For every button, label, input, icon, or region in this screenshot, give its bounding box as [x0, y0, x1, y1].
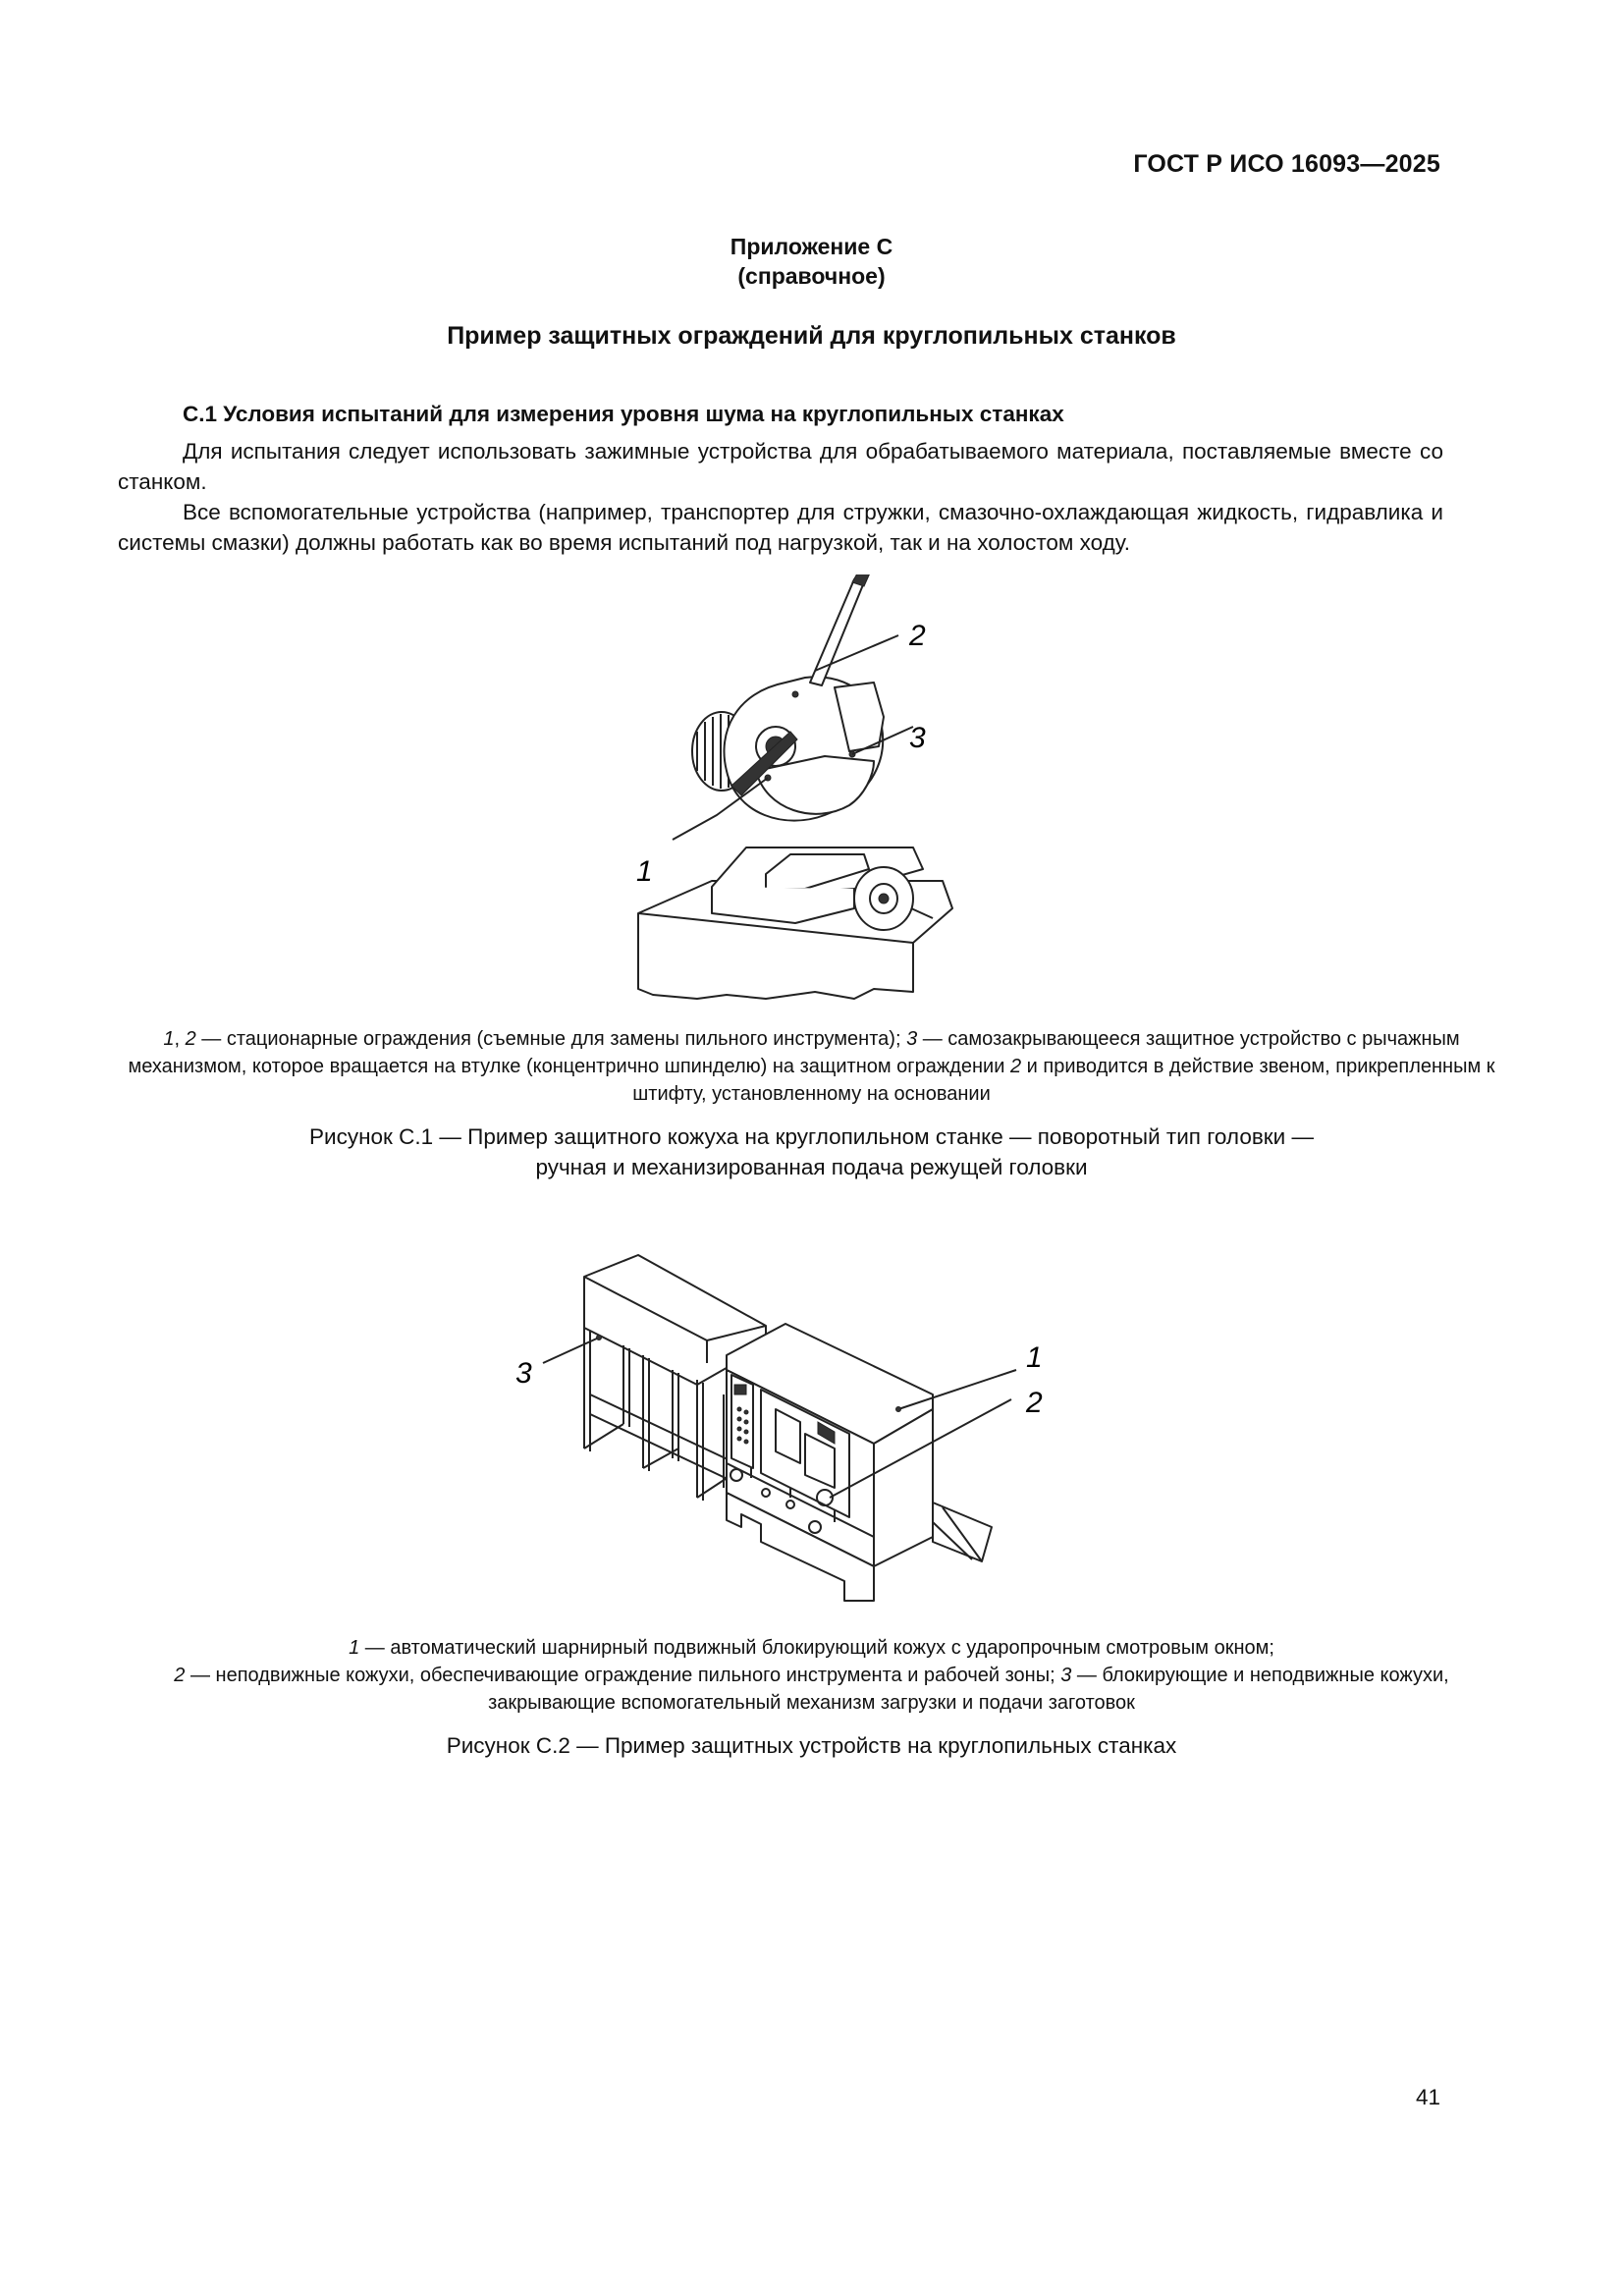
- fig1-label-2: 2: [909, 620, 926, 652]
- appendix-title: [0, 232, 1623, 291]
- section-title: Пример защитных ограждений для круглопильных станков: [447, 322, 1176, 350]
- legend-num: 1: [163, 1028, 175, 1050]
- figure-2-legend: [128, 1634, 1495, 1717]
- figure-2-title: Рисунок С.2 — Пример защитных устройств на круглопильных станках: [446, 1733, 1177, 1758]
- outfeed-chute: [933, 1503, 992, 1561]
- legend-text: — самозакрывающееся защитное устройство с рычажным механизмом, которое вращается на втулке (концентрично шпинделю) на защитном ограждении: [128, 1028, 1460, 1077]
- legend-num: 3: [1060, 1665, 1072, 1686]
- legend-num: 1: [349, 1637, 360, 1659]
- figure-1-title-line-2: ручная и механизированная подача режущей головки: [535, 1155, 1088, 1179]
- fig2-label-3: 3: [515, 1357, 532, 1390]
- figure-1-legend: [128, 1025, 1495, 1108]
- page-number: 41: [1415, 2085, 1440, 2109]
- fig2-label-1: 1: [1026, 1341, 1043, 1374]
- figure-2-drawing: [496, 1247, 1065, 1615]
- appendix-label: Приложение С: [730, 234, 893, 259]
- figure-1-drawing: [619, 574, 992, 1002]
- fig1-label-1: 1: [636, 855, 653, 888]
- paragraph-1: Для испытания следует использовать зажимные устройства для обрабатываемого материала, поставляемые вместе со станком.: [118, 439, 1443, 494]
- legend-num: 2: [185, 1028, 196, 1050]
- legend-text: — автоматический шарнирный подвижный блокирующий кожух с ударопрочным смотровым окном;: [359, 1637, 1274, 1659]
- fig2-label-2: 2: [1026, 1387, 1043, 1419]
- legend-text: — блокирующие и неподвижные кожухи, закрывающие вспомогательный механизм загрузки и подачи заготовок: [488, 1665, 1449, 1714]
- legend-num: 3: [906, 1028, 918, 1050]
- paragraph-2: Все вспомогательные устройства (например, транспортер для стружки, смазочно-охлаждающая жидкость, гидравлика и системы смазки) должны работать как во время испытаний под нагрузкой, так и на холостом ходу.: [118, 500, 1443, 555]
- legend-text: — неподвижные кожухи, обеспечивающие ограждение пильного инструмента и рабочей зоны;: [185, 1665, 1061, 1686]
- legend-num: 2: [174, 1665, 186, 1686]
- legend-num: 2: [1009, 1056, 1022, 1077]
- standard-number: ГОСТ Р ИСО 16093—2025: [1133, 150, 1440, 178]
- legend-text: — стационарные ограждения (съемные для замены пильного инструмента);: [195, 1028, 907, 1050]
- figure-1-title: [0, 1121, 1623, 1182]
- legend-text: и приводится в действие звеном, прикрепленным к штифту, установленному на основании: [632, 1056, 1495, 1105]
- subsection-title: С.1 Условия испытаний для измерения уровня шума на круглопильных станках: [183, 402, 1064, 426]
- fig1-label-3: 3: [909, 722, 926, 754]
- figure-1-title-line-1: Рисунок С.1 — Пример защитного кожуха на круглопильном станке — поворотный тип головки —: [309, 1124, 1314, 1149]
- legend-text: ,: [174, 1028, 186, 1050]
- appendix-type: (справочное): [737, 263, 886, 289]
